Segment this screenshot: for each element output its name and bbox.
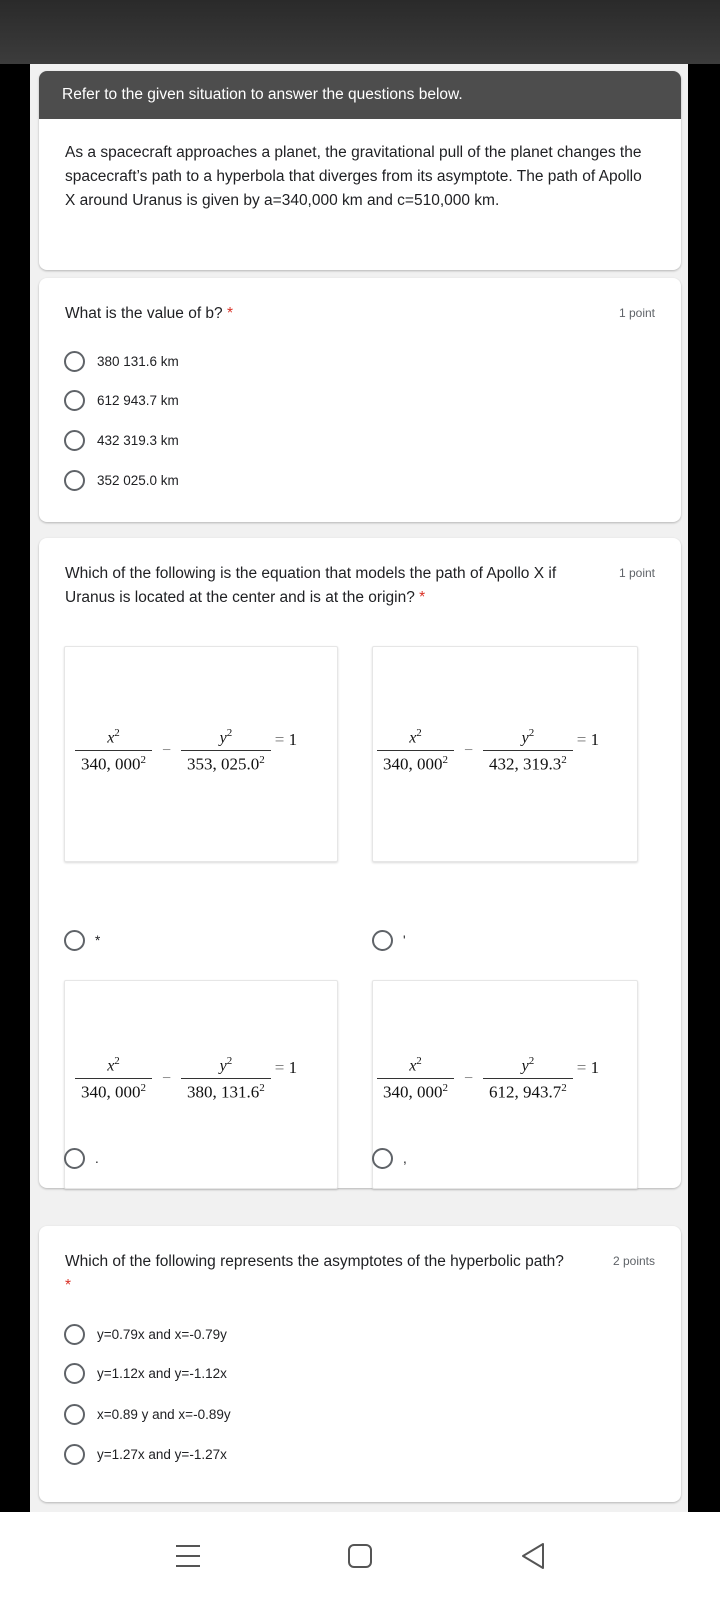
option-label: ' [403,932,406,948]
denominator: 340, 000 [383,754,443,774]
question-title [65,562,595,610]
radio-button[interactable] [64,470,85,491]
exponent: 2 [442,754,448,767]
denominator: 612, 943.7 [489,1082,562,1102]
radio-button[interactable] [64,430,85,451]
radio-option[interactable] [64,428,179,452]
option-label: 612 943.7 km [97,392,179,408]
exponent: 2 [226,727,233,739]
fraction-y [181,727,271,775]
radio-button[interactable] [64,390,85,411]
numerator: x [409,729,417,747]
exponent: 2 [528,727,535,739]
exponent: 2 [442,1082,448,1095]
question-card-equation [39,538,681,1188]
radio-option[interactable] [64,388,179,412]
radio-option[interactable] [64,928,100,952]
equation-rhs: = 1 [274,1057,298,1077]
fraction-x [377,727,454,775]
exponent: 2 [140,754,146,767]
required-asterisk: * [65,1277,72,1294]
radio-button[interactable] [372,1148,393,1169]
denominator: 432, 319.3 [489,754,562,774]
equation [377,727,599,775]
home-icon[interactable] [347,1542,373,1570]
equation-rhs: = 1 [274,729,298,749]
question-card-b-value [39,278,681,522]
points-label: 2 points [612,1254,655,1268]
exponent: 2 [416,727,422,739]
fraction-y [181,1055,271,1103]
equation-rhs: = 1 [576,729,600,749]
exponent: 2 [226,1055,233,1067]
radio-button[interactable] [64,351,85,372]
status-bar [0,0,720,64]
radio-option[interactable] [64,468,179,492]
numerator: y [521,729,529,747]
equation [377,1055,599,1103]
fraction-x [75,1055,152,1103]
minus-sign: − [464,1069,474,1087]
points-label: 1 point [618,306,655,320]
question-card-asymptotes [39,1226,681,1502]
denominator: 340, 000 [81,754,141,774]
exponent: 2 [416,1055,422,1067]
equation [75,727,297,775]
radio-option[interactable] [64,1402,231,1426]
option-label: * [95,932,101,948]
radio-button[interactable] [64,1444,85,1465]
exponent: 2 [259,1082,265,1095]
radio-button[interactable] [64,1324,85,1345]
numerator: x [107,729,115,747]
option-label: y=1.27x and y=-1.27x [97,1446,227,1462]
option-label: , [403,1150,407,1166]
option-label: y=0.79x and x=-0.79y [97,1326,227,1342]
radio-button[interactable] [64,1148,85,1169]
exponent: 2 [528,1055,535,1067]
denominator: 380, 131.6 [187,1082,260,1102]
equation-rhs: = 1 [576,1057,600,1077]
radio-option[interactable] [64,1361,227,1385]
equation-image-option-a[interactable] [64,646,338,862]
denominator: 353, 025.0 [187,754,260,774]
radio-option[interactable] [372,1146,407,1170]
radio-option[interactable] [64,1442,227,1466]
question-text: Which of the following represents the asymptotes of the hyperbolic path? [65,1253,564,1270]
radio-button[interactable] [372,930,393,951]
exponent: 2 [259,754,265,767]
radio-option[interactable] [64,1146,99,1170]
required-asterisk: * [226,305,234,322]
option-label: 432 319.3 km [97,432,179,448]
denominator: 340, 000 [383,1082,443,1102]
equation [75,1055,297,1103]
fraction-y [483,727,573,775]
equation-image-option-d[interactable] [372,980,638,1189]
fraction-x [75,727,152,775]
equation-image-option-c[interactable] [64,980,338,1189]
option-label: 380 131.6 km [97,353,179,369]
section-description: As a spacecraft approaches a planet, the gravitational pull of the planet changes the spacecraft’s path to a hyperbola that diverges from its asymptote. The path of Apollo X around Uranus is given by a=340,000 km and c=510,000 km. [65,144,642,209]
numerator: y [219,1057,227,1075]
question-text: What is the value of b? [65,305,223,322]
back-icon[interactable] [520,1542,546,1570]
exponent: 2 [561,754,567,767]
question-title [65,1250,610,1298]
radio-option[interactable] [372,928,406,952]
numerator: x [107,1057,115,1075]
section-title: Refer to the given situation to answer the questions below. [39,71,681,119]
numerator: y [521,1057,529,1075]
option-label: y=1.12x and y=-1.12x [97,1365,227,1381]
option-label: 352 025.0 km [97,472,179,488]
radio-button[interactable] [64,1363,85,1384]
radio-button[interactable] [64,1404,85,1425]
radio-option[interactable] [64,1322,227,1346]
numerator: x [409,1057,417,1075]
form-page [30,64,688,1512]
numerator: y [219,729,227,747]
equation-image-option-b[interactable] [372,646,638,862]
navigation-bar [0,1512,720,1600]
minus-sign: − [162,1069,172,1087]
exponent: 2 [114,727,120,739]
recent-apps-icon[interactable] [175,1542,201,1570]
fraction-x [377,1055,454,1103]
minus-sign: − [162,741,172,759]
radio-button[interactable] [64,930,85,951]
radio-option[interactable] [64,349,179,373]
exponent: 2 [561,1082,567,1095]
question-title [65,302,585,326]
fraction-y [483,1055,573,1103]
option-label: x=0.89 y and x=-0.89y [97,1406,231,1422]
points-label: 1 point [618,566,655,580]
denominator: 340, 000 [81,1082,141,1102]
minus-sign: − [464,741,474,759]
required-asterisk: * [419,589,426,606]
exponent: 2 [114,1055,120,1067]
question-text: Which of the following is the equation that models the path of Apollo X if Uranus is located at the center and is at the origin? [65,565,557,606]
option-label: . [95,1150,99,1166]
exponent: 2 [140,1082,146,1095]
section-header-card [39,71,681,270]
